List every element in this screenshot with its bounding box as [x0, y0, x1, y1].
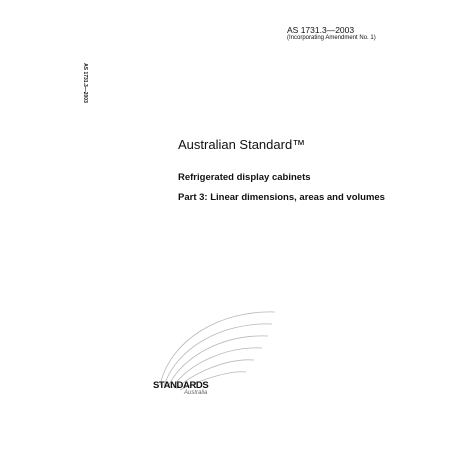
standards-logo-arcs-icon — [150, 300, 280, 392]
document-number: AS 1731.3—2003 — [287, 25, 355, 35]
logo-wordmark: STANDARDS — [153, 380, 209, 391]
standard-series: Australian Standard™ — [178, 137, 306, 152]
document-subtitle: Part 3: Linear dimensions, areas and volumes — [178, 192, 385, 203]
spine-text: AS 1731.3—2003 — [82, 63, 88, 103]
document-title: Refrigerated display cabinets — [178, 172, 311, 183]
spine-label — [80, 58, 90, 108]
amendment-note: (Incorporating Amendment No. 1) — [287, 35, 376, 41]
logo-arc — [160, 312, 275, 385]
logo-subtitle: Australia — [184, 390, 208, 396]
